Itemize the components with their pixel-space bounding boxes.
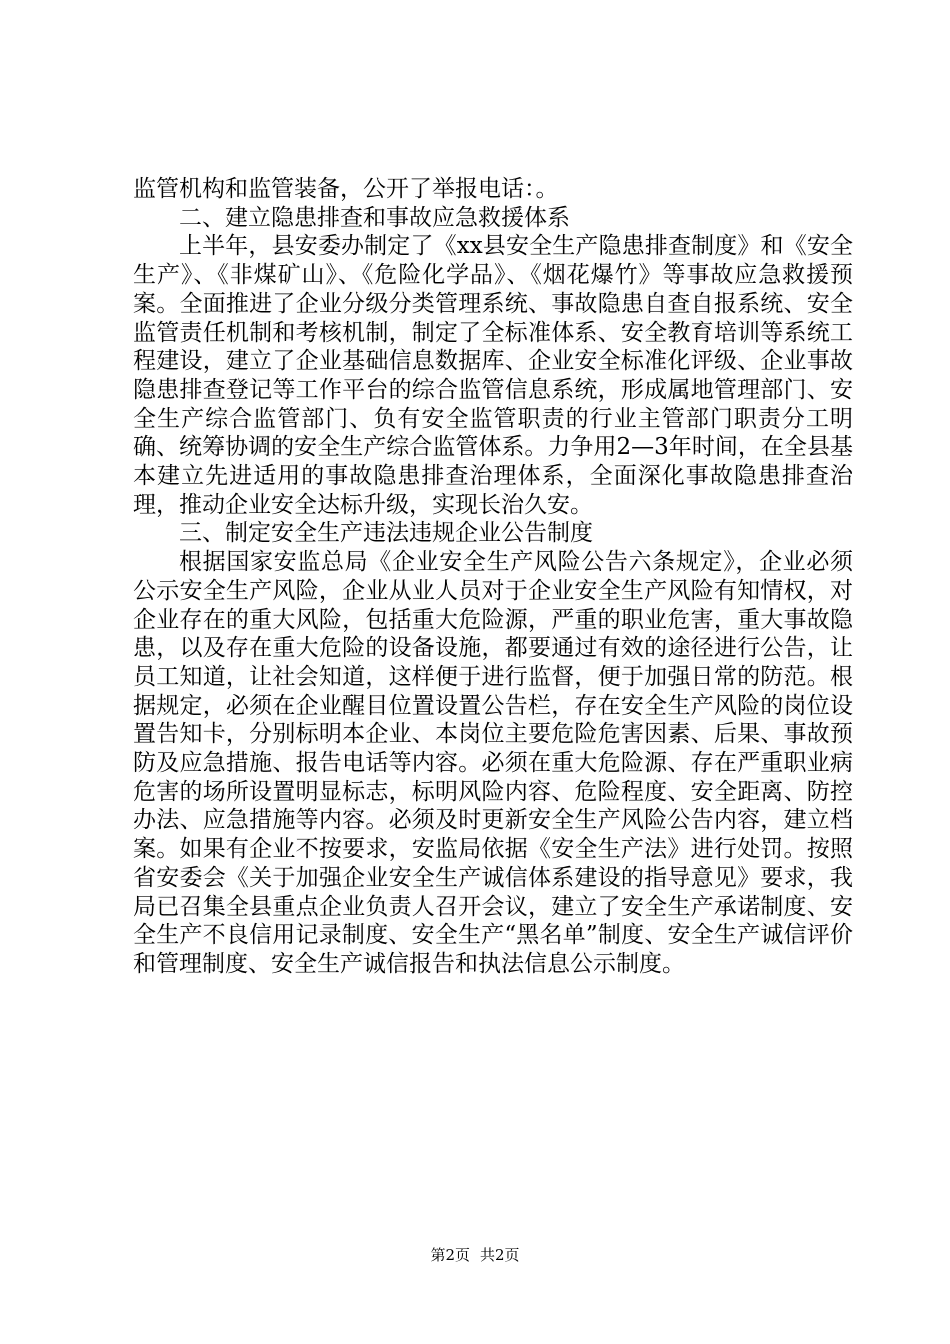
page-total: 共2页 [480, 1246, 520, 1264]
document-body [133, 175, 853, 979]
paragraph-section-3: 根据国家安监总局《企业安全生产风险公告六条规定》，企业必须公示安全生产风险，企业从业人员对于企业安全生产风险有知情权，对企业存在的重大风险，包括重大危险源，严重的职业危害，重大事故隐患，以及存在重大危险的设备设施，都要通过有效的途径进行公告，让员工知道，让社会知道，这样便于进行监督，便于加强日常的防范。根据规定，必须在企业醒目位置设置公告栏，存在安全生产风险的岗位设置告知卡，分别标明本企业、本岗位主要危险危害因素、后果、事故预防及应急措施、报告电话等内容。必须在重大危险源、存在严重职业病危害的场所设置明显标志，标明风险内容、危险程度、安全距离、防控办法、应急措施等内容。必须及时更新安全生产风险公告内容，建立档案。如果有企业不按要求，安监局依据《安全生产法》进行处罚。按照省安委会《关于加强企业安全生产诚信体系建设的指导意见》要求，我局已召集全县重点企业负责人召开会议，建立了安全生产承诺制度、安全生产不良信用记录制度、安全生产“黑名单”制度、安全生产诚信评价和管理制度、安全生产诚信报告和执法信息公示制度。 [133, 549, 853, 977]
paragraph-continuation: 监管机构和监管装备，公开了举报电话：。 [133, 176, 559, 202]
page-footer [0, 1244, 950, 1265]
section-heading-3: 三、制定安全生产违法违规企业公告制度 [179, 520, 593, 547]
section-heading-2: 二、建立隐患排查和事故应急救援体系 [179, 204, 570, 231]
paragraph-section-2: 上半年，县安委办制定了《xx县安全生产隐患排查制度》和《安全生产》、《非煤矿山》、《危险化学品》、《烟花爆竹》等事故应急救援预案。全面推进了企业分级分类管理系统、事故隐患自查自报系统、安全监管责任机制和考核机制，制定了全标准体系、安全教育培训等系统工程建设，建立了企业基础信息数据库、企业安全标准化评级、企业事故隐患排查登记等工作平台的综合监管信息系统，形成属地管理部门、安全生产综合监管部门、负有安全监管职责的行业主管部门职责分工明确、统筹协调的安全生产综合监管体系。力争用2—3年时间，在全县基本建立先进适用的事故隐患排查治理体系，全面深化事故隐患排查治理，推动企业安全达标升级，实现长治久安。 [133, 233, 853, 518]
page-number: 第2页 [430, 1246, 470, 1264]
